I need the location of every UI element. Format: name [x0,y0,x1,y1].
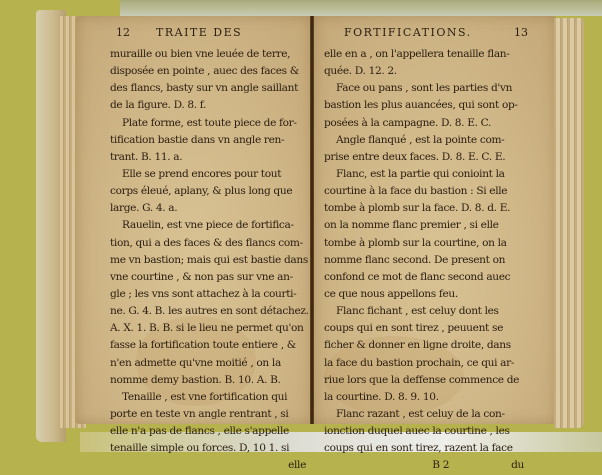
page-edges-right [554,18,584,428]
running-head-left: TRAITE DES [156,26,243,39]
text-line: la courtine. D. 8. 9. 10. [324,390,439,403]
catchword: elle [288,459,306,472]
text-line: coups qui en sont tirez, razent la face [324,442,513,455]
text-line: trant. B. 11. a. [110,150,183,163]
text-line: on la nomme flanc premier , si elle [324,219,499,232]
text-line: fasse la fortification toute entiere , & [110,339,296,352]
text-line: corps éleué, aplany, & plus long que [110,185,293,198]
text-line: confond ce mot de flanc second auec [324,270,511,283]
right-page-text [324,46,524,475]
text-line: Rauelin, est vne piece de fortifica- [122,219,294,232]
text-line: ce que nous appellons feu. [324,287,458,300]
text-line: nomme flanc second. De present on [324,253,506,266]
text-line: vne courtine , & non pas sur vne an- [110,270,293,283]
text-line: n'en admette qu'vne moitié , on la [110,356,281,369]
running-head-right: FORTIFICATIONS. [344,26,472,39]
text-line: ionction duquel auec la courtine , les [324,425,510,438]
text-line: Elle se prend encores pour tout [122,167,282,180]
text-line: des flancs, basty sur vn angle saillant [110,82,299,95]
text-line: nomme demy bastion. B. 10. A. B. [110,373,281,386]
text-line: A. X. 1. B. B. si le lieu ne permet qu'on [110,322,304,335]
text-line: la face du bastion prochain, ce qui ar- [324,356,515,369]
text-line: tombe à plomb sur la courtine, on la [324,236,507,249]
text-line: elle n'a pas de flancs , elle s'appelle [110,425,289,438]
text-line: disposée en pointe , auec des faces & [110,65,299,78]
text-line: Face ou pans , sont les parties d'vn [336,82,513,95]
left-page [76,16,312,472]
text-line: tombe à plomb sur la face. D. 8. d. E. [324,202,511,215]
text-line: tion, qui a des faces & des flancs com- [110,236,303,249]
left-page-text [110,46,309,475]
text-line: coups qui en sont tirez , peuuent se [324,322,503,335]
text-line: porte en teste vn angle rentrant , si [110,407,289,420]
text-line: tenaille simple ou forces. D, 10 1. si [110,442,290,455]
catchword: du [511,459,524,472]
text-line: large. G. 4. a. [110,202,178,215]
text-line: Plate forme, est toute piece de for- [122,116,297,129]
text-line: Flanc fichant , est celuy dont les [336,305,499,318]
text-line: riue lors que la deffense commence de [324,373,520,386]
page-number-right: 13 [514,26,528,39]
text-line: ne. G. 4. B. les autres en sont détachez. [110,305,309,318]
page-number-left: 12 [116,26,130,39]
footer-line [324,457,524,474]
open-book [36,10,584,472]
text-line: prise entre deux faces. D. 8. E. C. E. [324,150,506,163]
text-line: quée. D. 12. 2. [324,65,397,78]
text-line: muraille ou bien vne leuée de terre, [110,48,291,60]
text-line: me vn bastion; mais qui est bastie dans [110,253,308,266]
text-line: de la figure. D. 8. f. [110,99,207,112]
text-line: Flanc, est la partie qui conioint la [336,167,505,180]
text-line: tification bastie dans vn angle ren- [110,133,285,146]
text-line: gle ; les vns sont attachez à la courti- [110,287,297,300]
text-line: posées à la campagne. D. 8. E. C. [324,116,492,129]
text-line: bastion les plus auancées, qui sont op- [324,99,518,112]
text-line: Angle flanqué , est la pointe com- [336,133,505,146]
text-line: Flanc razant , est celuy de la con- [336,407,505,420]
right-page [314,16,556,472]
text-line: courtine à la face du bastion : Si elle [324,185,508,198]
signature-mark: B 2 [432,459,450,472]
text-line: elle en a , on l'appellera tenaille flan- [324,48,510,60]
text-line: ficher & donner en ligne droite, dans [324,339,511,352]
text-line: Tenaille , est vne fortification qui [122,390,288,403]
